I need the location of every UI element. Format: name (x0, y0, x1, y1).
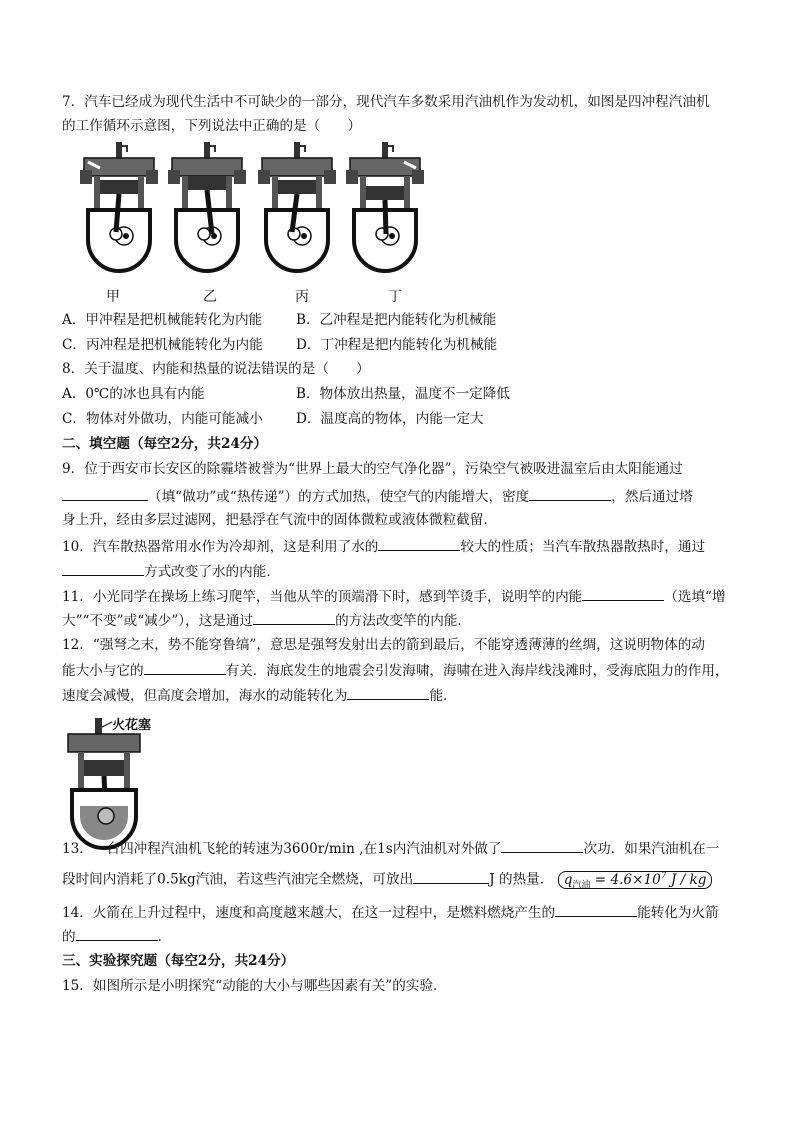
q10-text-line2b: 方式改变了水的内能． (144, 564, 280, 580)
q10-text-line1a: 10．汽车散热器常用水作为冷却剂，这是利用了水的 (62, 539, 379, 555)
q10-text-line1 (62, 536, 705, 557)
q12-text-line3 (62, 685, 457, 706)
q14-text-line2 (62, 926, 171, 947)
section-2-heading: 二、填空题（每空2分，共24分） (62, 436, 268, 452)
formula-exponent: 7 (660, 871, 667, 881)
q13-text-line1b: 次功．如果汽油机在一 (583, 841, 720, 857)
engine-strokes-diagram (74, 140, 434, 280)
q8-option-a: A．0℃的冰也具有内能 (62, 386, 205, 402)
q12-text-line3b: 能． (429, 688, 457, 704)
q7-option-a: A．甲冲程是把机械能转化为内能 (62, 312, 263, 328)
q14-text-line1 (62, 902, 719, 923)
q13-text-line2b: J 的热量． (489, 871, 554, 888)
q13-text-line1 (62, 838, 719, 859)
q9-text-line2a: （填“做功”或“热传递”）的方式加热，使空气的内能增大，密度 (148, 489, 530, 505)
formula-value: = 4.6×10 (590, 871, 661, 888)
q14-blank-2[interactable] (76, 926, 158, 941)
q9-text-line3: 身上升，经由多层过滤网，把悬浮在气流中的固体微粒或液体微粒截留． (62, 512, 497, 528)
q12-text-line2 (62, 660, 729, 681)
q12-blank-1[interactable] (144, 660, 226, 675)
q9-text-line2b: ，然后通过塔 (611, 489, 693, 505)
q14-text-line1a: 14．火箭在上升过程中，速度和高度越来越大，在这一过程中，是燃料燃烧产生的 (62, 905, 556, 921)
spark-plug-engine-figure (66, 716, 176, 850)
q11-text-line1b: （选填“增 (664, 589, 726, 605)
formula-unit: J / kg (666, 871, 707, 888)
q13-blank-1[interactable] (501, 838, 583, 853)
q9-blank-2[interactable] (529, 486, 611, 501)
q7-option-c: C．丙冲程是把机械能转化为内能 (62, 337, 263, 353)
engine-label-ding: 丁 (388, 289, 402, 305)
q10-text-line1b: 较大的性质；当汽车散热器散热时，通过 (460, 539, 706, 555)
q10-text-line2 (62, 561, 280, 582)
q11-blank-2[interactable] (253, 610, 335, 625)
q15-text: 15．如图所示是小明探究“动能的大小与哪些因素有关”的实验． (62, 978, 447, 994)
q8-text: 8．关于温度、内能和热量的说法错误的是（ ） (62, 361, 370, 377)
q14-text-line2a: 的 (62, 929, 76, 945)
q11-text-line1 (62, 586, 726, 607)
q13-text-line2 (62, 866, 712, 895)
formula-symbol: q (563, 871, 573, 888)
q12-text-line1: 12．“强弩之末，势不能穿鲁缟”，意思是强弩发射出去的箭到最后，不能穿透薄薄的丝绸，这说明物体的动 (62, 637, 705, 653)
q13-blank-2[interactable] (413, 869, 489, 884)
q12-blank-2[interactable] (347, 685, 429, 700)
q7-text-line1: 7．汽车已经成为现代生活中不可缺少的一部分，现代汽车多数采用汽油机作为发动机，如图是四冲程汽油机 (62, 94, 710, 110)
spark-plug-label: 火花塞 (112, 718, 152, 733)
q12-text-line3a: 速度会减慢，但高度会增加，海水的动能转化为 (62, 688, 348, 704)
q8-option-b: B．物体放出热量，温度不一定降低 (296, 386, 510, 402)
q12-text-line2b: 有关．海底发生的地震会引发海啸，海啸在进入海岸线浅滩时，受海底阻力的作用， (225, 663, 729, 679)
engine-label-bing: 丙 (295, 289, 309, 305)
q11-text-line2a: 大”“不变”或“减少”），这是通过 (62, 613, 254, 629)
q9-text-line1: 9．位于西安市长安区的除霾塔被誉为“世界上最大的空气净化器”，污染空气被吸进温室后由太阳能通过 (62, 461, 683, 477)
gasoline-heat-value-formula (558, 871, 713, 889)
q11-blank-1[interactable] (582, 586, 664, 601)
formula-subscript: 汽油 (572, 880, 591, 891)
q14-text-line2b: ． (157, 929, 172, 945)
q7-option-b: B．乙冲程是把内能转化为机械能 (296, 312, 497, 328)
q11-text-line1a: 11．小光同学在操场上练习爬竿，当他从竿的顶端滑下时，感到竿烫手，说明竿的内能 (62, 589, 583, 605)
q7-option-d: D．丁冲程是把内能转化为机械能 (296, 337, 498, 353)
q13-text-line1a: 13．一台四冲程汽油机飞轮的转速为3600r/min ,在1s内汽油机对外做了 (62, 841, 502, 857)
section-3-heading: 三、实验探究题（每空2分，共24分） (62, 953, 295, 969)
q11-text-line2 (62, 610, 471, 631)
q12-text-line2a: 能大小与它的 (62, 663, 144, 679)
q7-text-line2: 的工作循环示意图，下列说法中正确的是（ ） (62, 118, 362, 134)
q10-blank-2[interactable] (62, 561, 144, 576)
q9-blank-1[interactable] (62, 486, 148, 501)
q13-text-line2a: 段时间内消耗了0.5kg汽油，若这些汽油完全燃烧，可放出 (62, 871, 414, 888)
q9-text-line2 (62, 486, 693, 507)
q11-text-line2b: 的方法改变竿的内能． (335, 613, 472, 629)
engine-label-yi: 乙 (203, 289, 217, 305)
q10-blank-1[interactable] (378, 536, 460, 551)
q8-option-c: C．物体对外做功，内能可能减小 (62, 411, 263, 427)
engine-label-jia: 甲 (106, 289, 120, 305)
q14-blank-1[interactable] (555, 902, 637, 917)
q14-text-line1b: 能转化为火箭 (637, 905, 719, 921)
q8-option-d: D．温度高的物体，内能一定大 (296, 411, 484, 427)
